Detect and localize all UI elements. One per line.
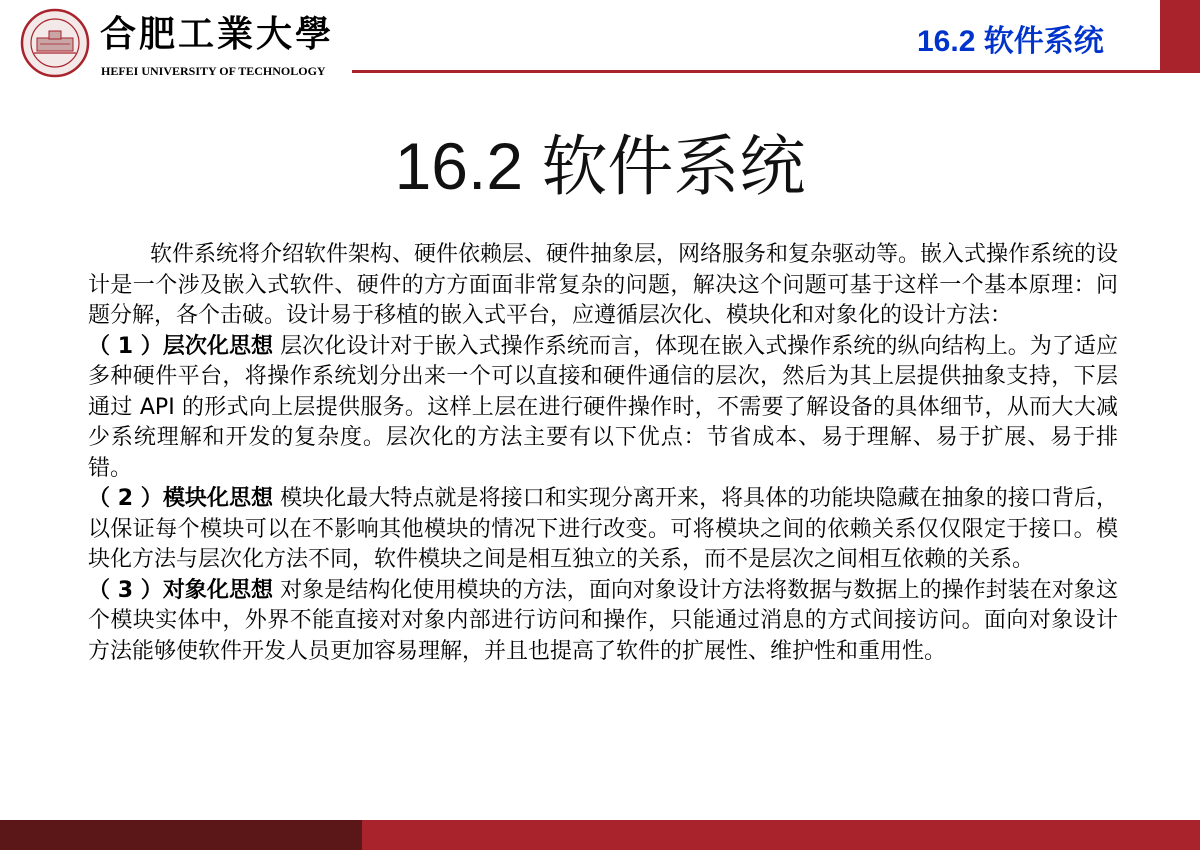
- item-number: （ 2 ）: [88, 486, 163, 511]
- footer-bar-red: [362, 820, 1200, 850]
- page-title: 16.2 软件系统: [394, 129, 806, 203]
- item-heading: 模块化思想: [162, 486, 274, 511]
- section-title: 16.2 软件系统: [917, 25, 1104, 58]
- university-name-english: HEFEI UNIVERSITY OF TECHNOLOGY: [101, 64, 326, 78]
- item-text: 层次化设计对于嵌入式操作系统而言，体现在嵌入式操作系统的纵向结构上。为了适应多种硬件平台，将操作系统划分出来一个可以直接和硬件通信的层次，然后为其上层提供抽象支持，下层通过 API 的形式向上层提供服务。这样上层在进行硬件操作时，不需要了解设备的具体细节，从而大大减少系统理解和开发的复杂度。层次化的方法主要有以下优点：节省成本、易于理解、易于扩展、易于排错。: [88, 333, 1118, 481]
- item-number: （ 3 ）: [88, 577, 163, 603]
- list-item: [88, 332, 1118, 485]
- item-text: 对象是结构化使用模块的方法，面向对象设计方法将数据与数据上的操作封装在对象这个模块实体中，外界不能直接对对象内部进行访问和操作，只能通过消息的方式间接访问。面向对象设计方法能够使软件开发人员更加容易理解，并且也提高了软件的扩展性、维护性和重用性。: [88, 577, 1118, 664]
- corner-accent-bar: [1160, 0, 1200, 73]
- item-heading: 对象化思想: [162, 577, 274, 603]
- list-item: [88, 484, 1118, 576]
- item-heading: 层次化思想: [162, 333, 274, 359]
- list-item: [88, 576, 1118, 668]
- slide-header: [0, 0, 1200, 80]
- item-text: 模块化最大特点就是将接口和实现分离开来，将具体的功能块隐藏在抽象的接口背后，以保证每个模块可以在不影响其他模块的情况下进行改变。可将模块之间的依赖关系仅仅限定于接口。模块化方法与层次化方法不同，软件模块之间是相互独立的关系，而不是层次之间相互依赖的关系。: [88, 486, 1118, 572]
- university-seal-icon: [20, 8, 90, 78]
- intro-paragraph: 软件系统将介绍软件架构、硬件依赖层、硬件抽象层，网络服务和复杂驱动等。嵌入式操作系统的设计是一个涉及嵌入式软件、硬件的方方面面非常复杂的问题，解决这个问题可基于这样一个基本原理：问题分解，各个击破。设计易于移植的嵌入式平台，应遵循层次化、模块化和对象化的设计方法：: [88, 242, 1119, 328]
- footer-bar-dark: [0, 820, 362, 850]
- item-number: （ 1 ）: [88, 333, 163, 359]
- slide-body: [88, 240, 1118, 667]
- university-name-chinese: 合肥工業大學: [100, 13, 335, 55]
- header-divider: [352, 70, 1160, 73]
